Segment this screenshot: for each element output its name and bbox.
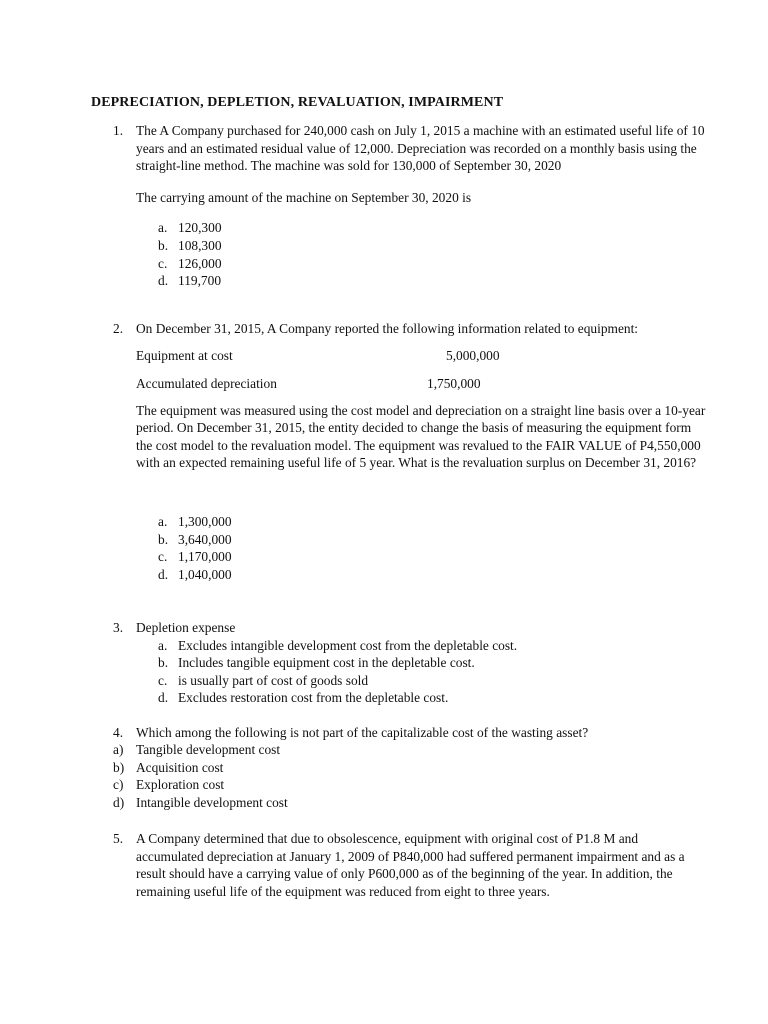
option-text: Includes tangible equipment cost in the depletable cost. xyxy=(178,655,475,671)
option-text: Excludes restoration cost from the depletable cost. xyxy=(178,690,449,706)
option-letter: b) xyxy=(113,759,125,775)
table-row xyxy=(136,347,696,365)
option-letter: d. xyxy=(158,566,169,582)
option-letter: a. xyxy=(158,220,168,236)
option-letter: d. xyxy=(158,690,169,706)
answer-option[interactable] xyxy=(158,531,713,549)
option-letter: a) xyxy=(113,742,124,757)
document-title: DEPRECIATION, DEPLETION, REVALUATION, IMPAIRMENT xyxy=(91,95,504,110)
answer-options xyxy=(158,637,713,707)
option-text: Exploration cost xyxy=(136,777,225,793)
question-text: The A Company purchased for 240,000 cash on July 1, 2015 a machine with an estimated useful life of 10 years and an estimated residual value of 12,000. Depreciation was recorded on a monthly basis using the straight-line method. The machine was sold for 130,000 of September 30, 2020 xyxy=(136,123,705,174)
option-text: 3,640,000 xyxy=(178,531,232,547)
option-letter: a. xyxy=(158,513,168,529)
answer-option[interactable] xyxy=(158,637,713,655)
option-text: 1,170,000 xyxy=(178,549,232,565)
option-text: Intangible development cost xyxy=(136,794,288,810)
question-text: Which among the following is not part of the capitalizable cost of the wasting asset? xyxy=(136,725,589,740)
equipment-table xyxy=(136,347,696,393)
row-label: Accumulated depreciation xyxy=(136,375,277,391)
option-text: Excludes intangible development cost from the depletable cost. xyxy=(178,637,518,653)
option-text: Acquisition cost xyxy=(136,759,224,775)
answer-option[interactable] xyxy=(158,237,713,255)
option-letter: b. xyxy=(158,237,169,253)
question-number: 5. xyxy=(113,831,124,846)
question-text: A Company determined that due to obsolescence, equipment with original cost of P1.8 M and accumulated depreciation at January 1, 2009 of P840,000 had suffered permanent impairment and as a result should have a carrying value of only P600,000 as of the beginning of the year. In addition, the remaining useful life of the equipment was reduced from eight to three years. xyxy=(136,831,685,899)
answer-option[interactable] xyxy=(158,689,713,707)
option-letter: a. xyxy=(158,637,168,653)
question-1 xyxy=(113,122,713,290)
option-text: 108,300 xyxy=(178,237,222,253)
answer-option[interactable] xyxy=(158,672,713,690)
question-prompt: The carrying amount of the machine on September 30, 2020 is xyxy=(136,189,472,205)
answer-option[interactable] xyxy=(158,654,713,672)
answer-option[interactable] xyxy=(158,548,713,566)
question-number: 1. xyxy=(113,123,124,138)
question-3 xyxy=(113,619,713,707)
question-body: The equipment was measured using the cost model and depreciation on a straight line basis over a 10-year period. On December 31, 2015, the entity decided to change the basis of measuring the equipment form the cost model to the revaluation model. The equipment was revalued to the FAIR VALUE of P4,550,000 with an expected remaining useful life of 5 year. What is the revaluation surplus on December 31, 2016? xyxy=(136,402,706,471)
question-text: On December 31, 2015, A Company reported the following information related to equipment: xyxy=(136,321,639,336)
option-text: is usually part of cost of goods sold xyxy=(178,672,369,688)
option-letter: d. xyxy=(158,273,169,289)
answer-options xyxy=(158,219,713,289)
option-letter: d) xyxy=(113,794,125,810)
option-text: 1,300,000 xyxy=(178,513,232,529)
question-4 xyxy=(113,724,713,742)
option-letter: c. xyxy=(158,255,168,271)
answer-option[interactable] xyxy=(158,272,713,290)
row-label: Equipment at cost xyxy=(136,347,233,363)
question-number: 4. xyxy=(113,725,124,740)
option-letter: b. xyxy=(158,531,169,547)
option-text: 119,700 xyxy=(178,273,222,289)
row-value: 5,000,000 xyxy=(446,347,500,363)
table-row xyxy=(136,375,696,393)
question-2 xyxy=(113,320,713,583)
question-text: Depletion expense xyxy=(136,620,236,635)
option-text: 120,300 xyxy=(178,220,222,236)
option-letter: c) xyxy=(113,777,124,793)
answer-option[interactable] xyxy=(158,219,713,237)
answer-option[interactable] xyxy=(158,566,713,584)
option-text: Tangible development cost xyxy=(136,742,281,757)
option-letter: c. xyxy=(158,549,168,565)
option-text: 1,040,000 xyxy=(178,566,232,582)
option-text: 126,000 xyxy=(178,255,222,271)
answer-option[interactable] xyxy=(158,513,713,531)
question-5 xyxy=(113,830,713,900)
row-value: 1,750,000 xyxy=(427,375,481,391)
question-number: 2. xyxy=(113,321,124,336)
question-number: 3. xyxy=(113,620,124,635)
option-letter: c. xyxy=(158,672,168,688)
answer-option[interactable] xyxy=(158,255,713,273)
option-letter: b. xyxy=(158,655,169,671)
answer-options xyxy=(158,513,713,583)
